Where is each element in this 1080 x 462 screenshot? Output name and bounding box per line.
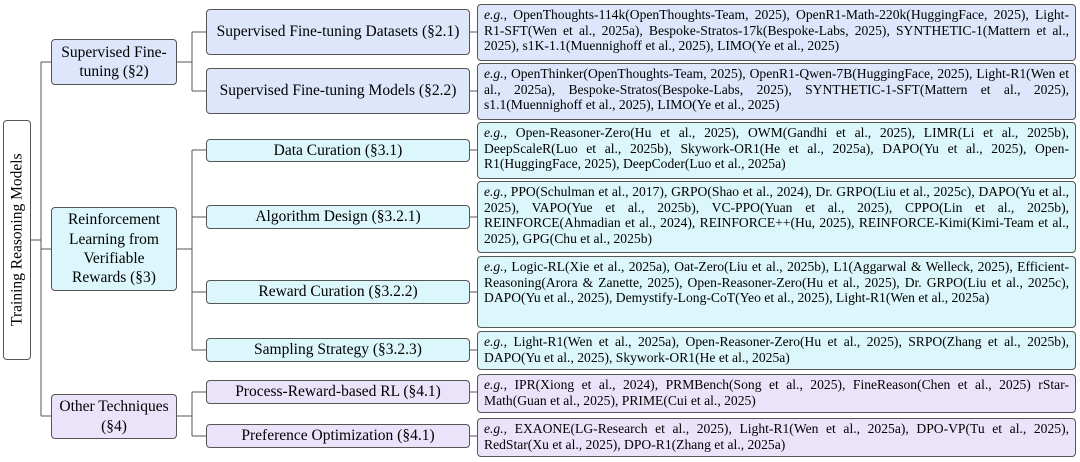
category-sft xyxy=(51,39,177,85)
leaf-sampling-strategy xyxy=(477,331,1076,370)
node-label: Preference Optimization (§4.1) xyxy=(241,427,435,445)
node-algorithm-design xyxy=(206,205,470,229)
node-sampling-strategy xyxy=(206,338,470,362)
node-label: Data Curation (§3.1) xyxy=(273,141,403,159)
eg-prefix: e.g., xyxy=(484,125,508,140)
category-sft-label: Supervised Fine-tuning (§2) xyxy=(61,43,167,80)
leaf-preference-optimization xyxy=(477,418,1076,457)
node-data-curation xyxy=(206,139,470,162)
leaf-data-curation xyxy=(477,122,1076,179)
node-preference-optimization xyxy=(206,424,470,448)
leaf-process-reward-rl xyxy=(477,374,1076,413)
eg-prefix: e.g., xyxy=(484,334,508,349)
node-label: Reward Curation (§3.2.2) xyxy=(258,283,418,301)
category-other xyxy=(51,394,177,439)
leaf-algorithm-design xyxy=(477,181,1076,253)
eg-prefix: e.g., xyxy=(484,259,508,274)
eg-prefix: e.g., xyxy=(484,184,508,199)
eg-prefix: e.g., xyxy=(484,66,508,81)
leaf-refs: IPR(Xiong et al., 2024), PRMBench(Song et al., 2025), FineReason(Chen et al., 2025) rStar-Math(Guan et al., 2025), PRIME(Cui et al., 2025) xyxy=(484,377,1069,408)
leaf-refs: Open-Reasoner-Zero(Hu et al., 2025), OWM(Gandhi et al., 2025), LIMR(Li et al., 2025b), DeepScaleR(Luo et al., 2025b), Skywork-OR1(He et al., 2025a), DAPO(Yu et al., 2025), Open-R1(HuggingFace, 2025), DeepCoder(Luo et al., 2025a) xyxy=(484,125,1069,171)
node-label: Sampling Strategy (§3.2.3) xyxy=(254,341,422,359)
root-label: Training Reasoning Models xyxy=(8,153,26,327)
leaf-refs: OpenThinker(OpenThoughts-Team, 2025), OpenR1-Qwen-7B(HuggingFace, 2025), Light-R1(Wen et al., 2025a), Bespoke-Stratos(Bespoke-Labs, 2025), SYNTHETIC-1-SFT(Mattern et al., 2025), s1.1(Muennighoff et al., 2025), LIMO(Ye et al., 2025) xyxy=(484,66,1069,112)
eg-prefix: e.g., xyxy=(484,7,508,22)
node-label: Algorithm Design (§3.2.1) xyxy=(255,208,421,226)
leaf-refs: PPO(Schulman et al., 2017), GRPO(Shao et al., 2024), Dr. GRPO(Liu et al., 2025c), DAPO(Yu et al., 2025), VAPO(Yue et al., 2025b), VC-PPO(Yuan et al., 2025), CPPO(Lin et al., 2025b), REINFORCE(Ahmadian et al., 2024), REINFORCE++(Hu, 2025), REINFORCE-Kimi(Kimi-Team et al., 2025), GPG(Chu et al., 2025b) xyxy=(484,184,1069,246)
node-reward-curation xyxy=(206,280,470,304)
leaf-reward-curation xyxy=(477,256,1076,328)
category-rl xyxy=(51,207,177,291)
leaf-refs: Light-R1(Wen et al., 2025a), Open-Reasoner-Zero(Hu et al., 2025), SRPO(Zhang et al., 2025b), DAPO(Yu et al., 2025), Skywork-OR1(He et al., 2025a) xyxy=(484,334,1070,365)
node-sft-datasets xyxy=(206,9,470,55)
leaf-refs: EXAONE(LG-Research et al., 2025), Light-R1(Wen et al., 2025a), DPO-VP(Tu et al., 2025), RedStar(Xu et al., 2025), DPO-R1(Zhang et al., 2025a) xyxy=(484,421,1069,452)
leaf-refs: Logic-RL(Xie et al., 2025a), Oat-Zero(Liu et al., 2025b), L1(Aggarwal & Welleck, 2025), Efficient-Reasoning(Arora & Zanette, 2025), Open-Reasoner-Zero(Hu et al., 2025), Dr. GRPO(Liu et al., 2025c), DAPO(Yu et al., 2025), Demystify-Long-CoT(Yeo et al., 2025), Light-R1(Wen et al., 2025a) xyxy=(484,259,1069,305)
node-process-reward-rl xyxy=(206,380,470,404)
node-label: Supervised Fine-tuning Models (§2.2) xyxy=(219,82,457,100)
leaf-refs: OpenThoughts-114k(OpenThoughts-Team, 2025), OpenR1-Math-220k(HuggingFace, 2025), Light-R1-SFT(Wen et al., 2025a), Bespoke-Stratos-17k(Bespoke-Labs, 2025), SYNTHETIC-1(Mattern et al., 2025), s1K-1.1(Muennighoff et al., 2025), LIMO(Ye et al., 2025) xyxy=(484,7,1069,53)
category-other-label: Other Techniques (§4) xyxy=(59,398,169,435)
leaf-sft-models xyxy=(477,63,1076,120)
eg-prefix: e.g., xyxy=(484,421,508,436)
root-node xyxy=(3,120,31,360)
node-label: Supervised Fine-tuning Datasets (§2.1) xyxy=(216,23,460,41)
node-label: Process-Reward-based RL (§4.1) xyxy=(235,383,441,401)
node-sft-models xyxy=(206,68,470,114)
eg-prefix: e.g., xyxy=(484,377,508,392)
leaf-sft-datasets xyxy=(477,4,1076,61)
category-rl-label: Reinforcement Learning from Verifiable Rewards (§3) xyxy=(67,211,161,287)
